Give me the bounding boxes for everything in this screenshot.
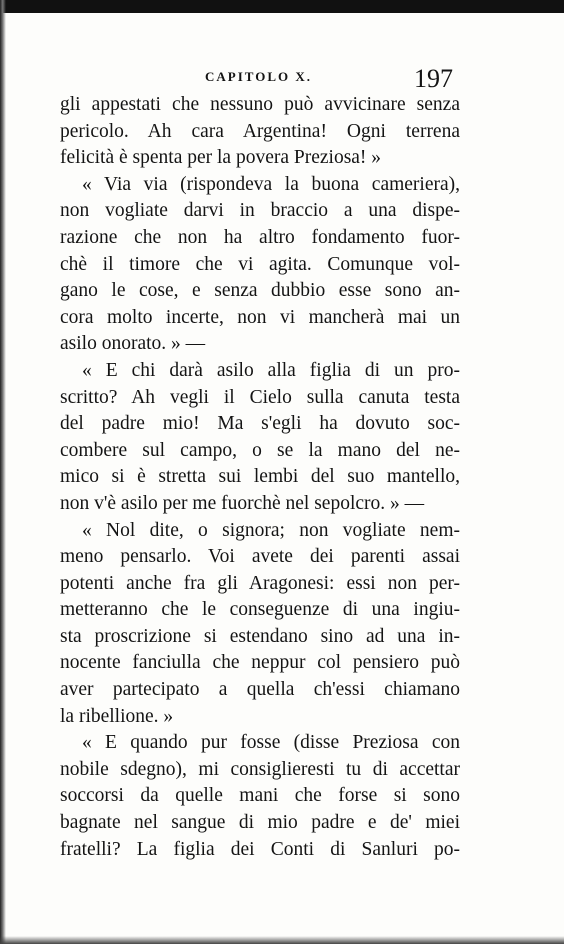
text-line: pericolo. Ah cara Argentina! Ogni terrena xyxy=(60,120,460,142)
body-text xyxy=(60,92,460,863)
text-line: « E chi darà asilo alla figlia di un pro- xyxy=(82,359,460,381)
text-line: metteranno che le conseguenze di una ingiu- xyxy=(60,599,460,621)
text-line: chè il timore che vi agita. Comunque vol- xyxy=(60,253,460,275)
page-number: 197 xyxy=(414,64,453,93)
text-line: gli appestati che nessuno può avvicinare senza xyxy=(60,94,460,115)
text-line: mico si è stretta sui lembi del suo mantello, xyxy=(60,466,460,488)
text-line: « Nol dite, o signora; non vogliate nem- xyxy=(82,519,460,541)
text-line: bagnate nel sangue di mio padre e de' miei xyxy=(60,812,460,834)
chapter-title: CAPITOLO X. xyxy=(205,69,312,84)
text-line: felicità è spenta per la povera Preziosa! » xyxy=(60,147,382,169)
text-line: potenti anche fra gli Aragonesi: essi non per- xyxy=(60,572,460,594)
running-head xyxy=(0,64,564,94)
text-line: non v'è asilo per me fuorchè nel sepolcro. » — xyxy=(60,492,425,514)
text-line: fratelli? La figlia dei Conti di Sanluri po- xyxy=(60,838,460,860)
text-line: scritto? Ah vegli il Cielo sulla canuta testa xyxy=(60,386,460,408)
text-line: cora molto incerte, non vi mancherà mai un xyxy=(60,306,460,328)
text-line: la ribellione. » xyxy=(60,705,174,727)
text-line: « E quando pur fosse (disse Preziosa con xyxy=(82,732,460,754)
text-line: non vogliate darvi in braccio a una dispe- xyxy=(60,200,460,222)
text-line: del padre mio! Ma s'egli ha dovuto soc- xyxy=(60,413,460,435)
text-line: meno pensarlo. Voi avete dei parenti assai xyxy=(60,546,460,568)
text-line: nocente fanciulla che neppur col pensiero può xyxy=(60,652,460,674)
text-line: « Via via (rispondeva la buona cameriera), xyxy=(82,173,460,195)
scan-top-edge xyxy=(0,0,564,13)
text-line: gano le cose, e senza dubbio esse sono an- xyxy=(60,280,460,302)
scan-binding-edge xyxy=(0,0,6,944)
text-line: sta proscrizione si estendano sino ad una in- xyxy=(60,625,460,647)
text-line: soccorsi da quelle mani che forse si sono xyxy=(60,785,460,807)
text-line: nobile sdegno), mi consiglieresti tu di accettar xyxy=(60,758,460,780)
text-line: combere sul campo, o se la mano del ne- xyxy=(60,439,460,461)
text-line: razione che non ha altro fondamento fuor- xyxy=(60,226,460,248)
scan-bottom-edge xyxy=(0,936,564,944)
text-line: aver partecipato a quella ch'essi chiamano xyxy=(60,679,460,701)
text-line: asilo onorato. » — xyxy=(60,333,206,355)
